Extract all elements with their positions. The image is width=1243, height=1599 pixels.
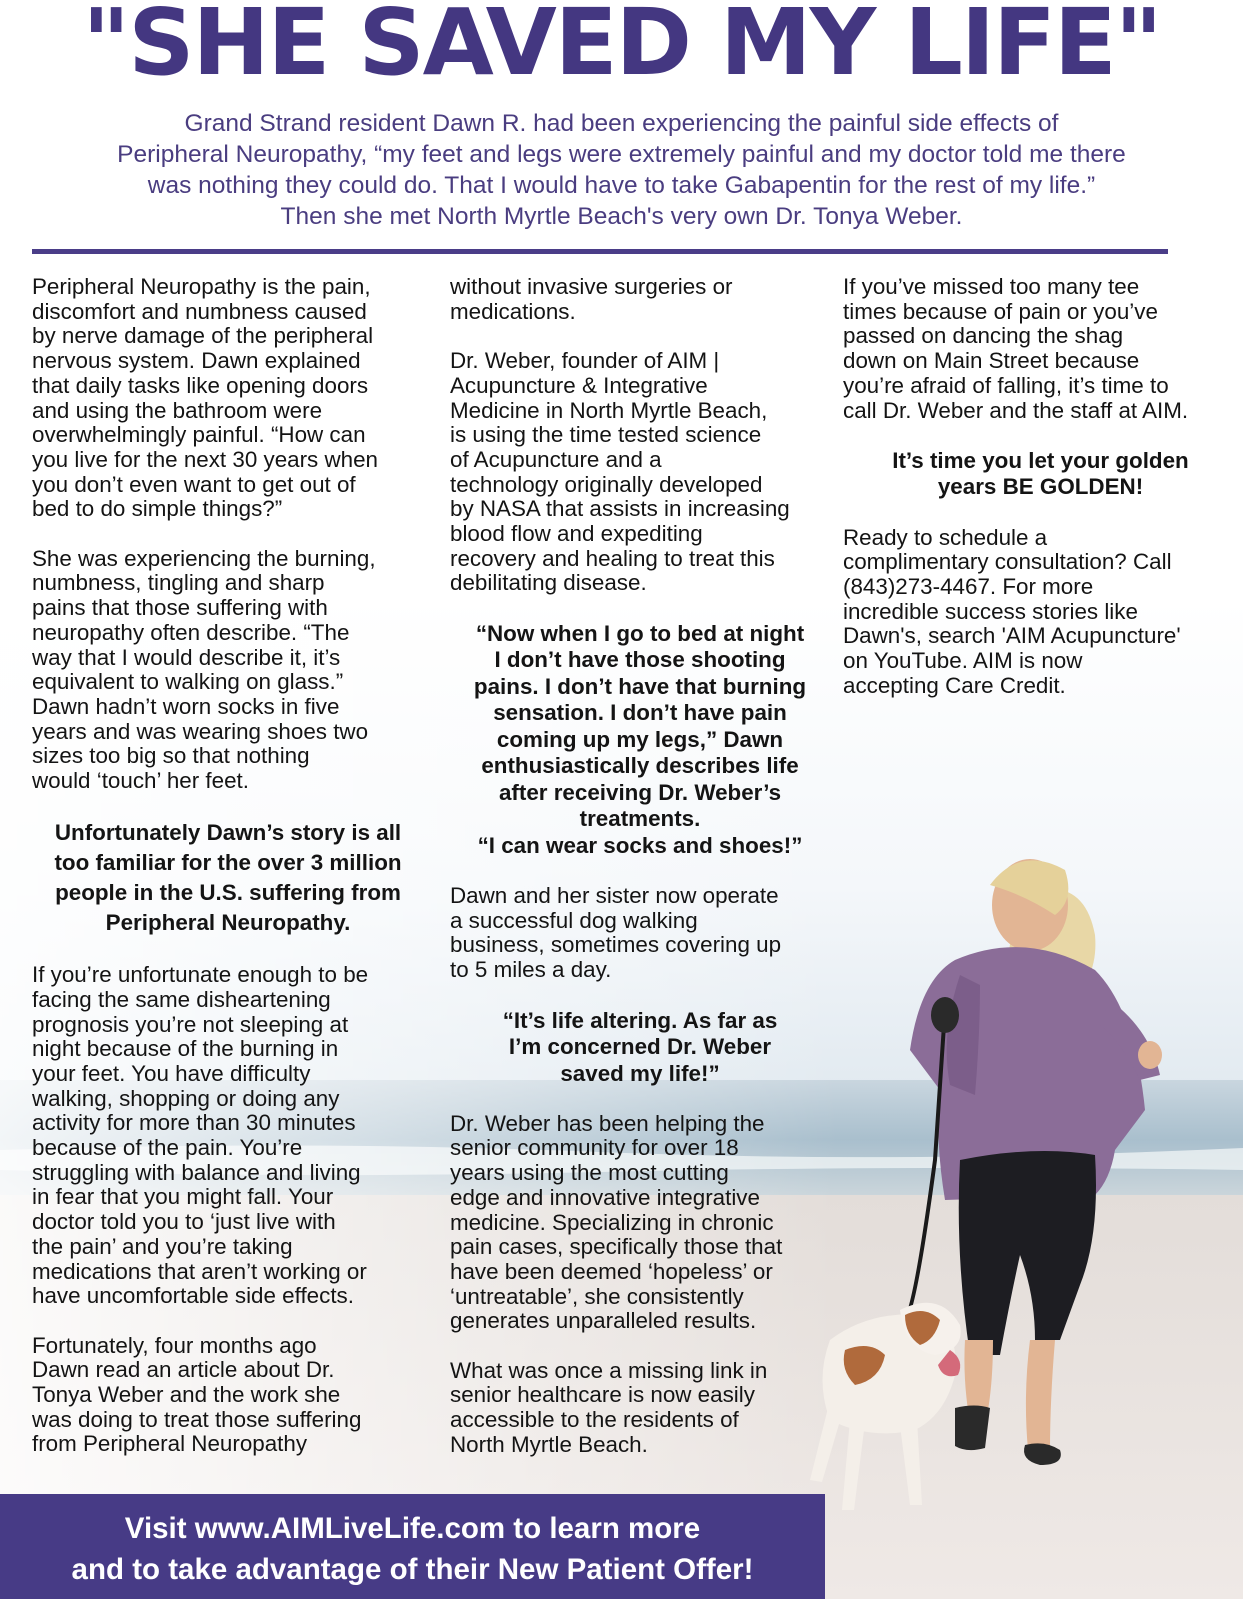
callout-line: Unfortunately Dawn’s story is all <box>54 820 402 846</box>
text-line: years and was wearing shoes two <box>32 718 369 744</box>
divider-rule <box>32 249 1168 254</box>
text-line: night because of the burning in <box>32 1036 339 1062</box>
text-line: by NASA that assists in increasing <box>450 496 790 522</box>
text-line: equivalent to walking on glass.” <box>32 669 344 695</box>
col1-callout <box>32 818 424 938</box>
callout-line: Peripheral Neuropathy. <box>105 910 351 936</box>
text-line: is using the time tested science <box>450 422 762 448</box>
text-line: numbness, tingling and sharp <box>32 570 325 596</box>
text-line: have uncomfortable side effects. <box>32 1283 354 1309</box>
text-line: She was experiencing the burning, <box>32 545 376 571</box>
text-line: What was once a missing link in <box>450 1357 768 1383</box>
col1-paragraph-2 <box>32 547 424 794</box>
text-line: neuropathy often describe. “The <box>32 619 350 645</box>
quote-line: I’m concerned Dr. Weber <box>508 1034 772 1059</box>
text-line: prognosis you’re not sleeping at <box>32 1011 349 1037</box>
text-line: medicine. Specializing in chronic <box>450 1209 774 1235</box>
column-2 <box>450 275 830 1458</box>
cta-banner[interactable] <box>0 1494 825 1599</box>
col2-quote-1 <box>450 621 830 860</box>
text-line: edge and innovative integrative <box>450 1184 760 1210</box>
text-line: pain cases, specifically those that <box>450 1234 783 1260</box>
text-line: Dawn and her sister now operate <box>450 883 779 908</box>
col2-paragraph-4 <box>450 1112 830 1334</box>
col2-paragraph-1 <box>450 275 830 324</box>
quote-line: saved my life!” <box>560 1060 720 1086</box>
col3-paragraph-2 <box>843 526 1238 699</box>
quote-line: sensation. I don’t have pain <box>493 700 787 726</box>
col2-paragraph-2 <box>450 349 830 596</box>
col3-callout <box>843 448 1238 501</box>
quote-line: “It’s life altering. As far as <box>502 1007 778 1033</box>
text-line: business, sometimes covering up <box>450 932 782 958</box>
text-line: nervous system. Dawn explained <box>32 348 361 374</box>
col1-paragraph-1 <box>32 275 424 522</box>
text-line: If you’re unfortunate enough to be <box>32 962 369 988</box>
text-line: Peripheral Neuropathy is the pain, <box>32 274 371 299</box>
text-line: incredible success stories like <box>843 598 1138 624</box>
text-line: without invasive surgeries or <box>450 274 733 299</box>
text-line: struggling with balance and living <box>32 1159 361 1185</box>
text-line: If you’ve missed too many tee <box>843 274 1140 299</box>
text-line: you live for the next 30 years when <box>32 446 379 472</box>
subhead-line: was nothing they could do. That I would have to take Gabapentin for the rest of my life.” <box>147 172 1096 199</box>
text-line: Dawn's, search 'AIM Acupuncture' <box>843 623 1181 649</box>
text-line: walking, shopping or doing any <box>32 1085 340 1111</box>
text-line: debilitating disease. <box>450 570 647 596</box>
quote-line: I don’t have those shooting <box>494 647 786 673</box>
quote-line: pains. I don’t have that burning <box>473 673 807 699</box>
text-line: passed on dancing the shag <box>843 323 1124 349</box>
text-line: discomfort and numbness caused <box>32 298 367 324</box>
text-line: accepting Care Credit. <box>843 672 1066 698</box>
text-line: because of the pain. You’re <box>32 1135 303 1161</box>
text-line: generates unparalleled results. <box>450 1308 757 1334</box>
text-line: (843)273-4467. For more <box>843 574 1094 599</box>
text-line: the pain’ and you’re taking <box>32 1233 293 1259</box>
text-line: in fear that you might fall. Your <box>32 1184 334 1210</box>
column-3 <box>843 275 1238 699</box>
text-line: would ‘touch’ her feet. <box>32 768 249 794</box>
text-line: a successful dog walking <box>450 907 698 933</box>
subhead-line: Peripheral Neuropathy, “my feet and legs were extremely painful and my doctor told me there <box>117 141 1126 168</box>
col1-paragraph-4 <box>32 1334 424 1458</box>
col2-paragraph-5 <box>450 1359 830 1458</box>
callout-line: people in the U.S. suffering from <box>55 880 401 906</box>
text-line: and using the bathroom were <box>32 397 323 423</box>
text-line: way that I would describe it, it’s <box>32 644 341 670</box>
text-line: Acupuncture & Integrative <box>450 372 708 398</box>
text-line: sizes too big so that nothing <box>32 743 310 769</box>
text-line: medications. <box>450 298 576 324</box>
text-line: Medicine in North Myrtle Beach, <box>450 397 768 423</box>
text-line: Tonya Weber and the work she <box>32 1382 341 1408</box>
text-line: Dr. Weber, founder of AIM | <box>450 348 720 374</box>
text-line: your feet. You have difficulty <box>32 1060 311 1086</box>
text-line: you don’t even want to get out of <box>32 471 356 497</box>
text-line: senior healthcare is now easily <box>450 1382 755 1408</box>
cta-line: Visit www.AIMLiveLife.com to learn more <box>124 1512 701 1545</box>
text-line: bed to do simple things?” <box>32 496 283 522</box>
text-line: senior community for over 18 <box>450 1135 739 1161</box>
text-line: Dawn read an article about Dr. <box>32 1357 335 1383</box>
text-line: call Dr. Weber and the staff at AIM. <box>843 397 1189 423</box>
quote-line: coming up my legs,” Dawn <box>496 726 784 752</box>
text-line: of Acupuncture and a <box>450 446 662 472</box>
quote-line: enthusiastically describes life <box>481 753 799 779</box>
column-1 <box>32 275 424 1457</box>
text-line: was doing to treat those suffering <box>32 1406 362 1432</box>
subhead-line: Grand Strand resident Dawn R. had been experiencing the painful side effects of <box>184 110 1059 137</box>
text-line: ‘untreatable’, she consistently <box>450 1283 744 1309</box>
text-line: recovery and healing to treat this <box>450 545 775 571</box>
text-line: Fortunately, four months ago <box>32 1332 317 1358</box>
col2-quote-2 <box>450 1008 830 1088</box>
text-line: Dr. Weber has been helping the <box>450 1110 765 1136</box>
text-line: medications that aren’t working or <box>32 1258 367 1284</box>
text-line: doctor told you to ‘just live with <box>32 1209 336 1235</box>
subhead-line: Then she met North Myrtle Beach's very own Dr. Tonya Weber. <box>280 203 963 230</box>
text-line: on YouTube. AIM is now <box>843 648 1083 674</box>
quote-line: treatments. <box>579 806 701 832</box>
text-line: blood flow and expediting <box>450 521 703 547</box>
text-line: years using the most cutting <box>450 1160 729 1186</box>
text-line: by nerve damage of the peripheral <box>32 323 374 349</box>
text-line: that daily tasks like opening doors <box>32 372 369 398</box>
callout-line: years BE GOLDEN! <box>937 474 1144 500</box>
text-line: Dawn hadn’t worn socks in five <box>32 693 340 719</box>
text-line: Ready to schedule a <box>843 524 1048 550</box>
quote-line: “Now when I go to bed at night <box>475 620 805 646</box>
text-line: have been deemed ‘hopeless’ or <box>450 1258 773 1284</box>
text-line: North Myrtle Beach. <box>450 1431 648 1457</box>
quote-line: “I can wear socks and shoes!” <box>477 832 803 858</box>
callout-line: It’s time you let your golden <box>892 447 1189 473</box>
col2-paragraph-3 <box>450 884 830 983</box>
text-line: times because of pain or you’ve <box>843 298 1158 324</box>
text-line: accessible to the residents of <box>450 1407 739 1433</box>
text-line: activity for more than 30 minutes <box>32 1110 356 1136</box>
text-line: to 5 miles a day. <box>450 957 612 983</box>
text-line: pains that those suffering with <box>32 595 328 621</box>
callout-line: too familiar for the over 3 million <box>54 850 402 876</box>
col3-paragraph-1 <box>843 275 1238 423</box>
text-line: facing the same disheartening <box>32 986 331 1012</box>
subhead <box>40 108 1203 232</box>
headline: "SHE SAVED MY LIFE" <box>82 0 1161 96</box>
text-line: you’re afraid of falling, it’s time to <box>843 372 1169 398</box>
text-line: from Peripheral Neuropathy <box>32 1431 308 1457</box>
quote-line: after receiving Dr. Weber’s <box>498 779 782 805</box>
col1-paragraph-3 <box>32 963 424 1309</box>
text-line: complimentary consultation? Call <box>843 549 1172 575</box>
cta-line: and to take advantage of their New Patient Offer! <box>71 1553 754 1586</box>
text-line: overwhelmingly painful. “How can <box>32 422 366 448</box>
text-line: technology originally developed <box>450 471 763 497</box>
text-line: down on Main Street because <box>843 348 1140 374</box>
